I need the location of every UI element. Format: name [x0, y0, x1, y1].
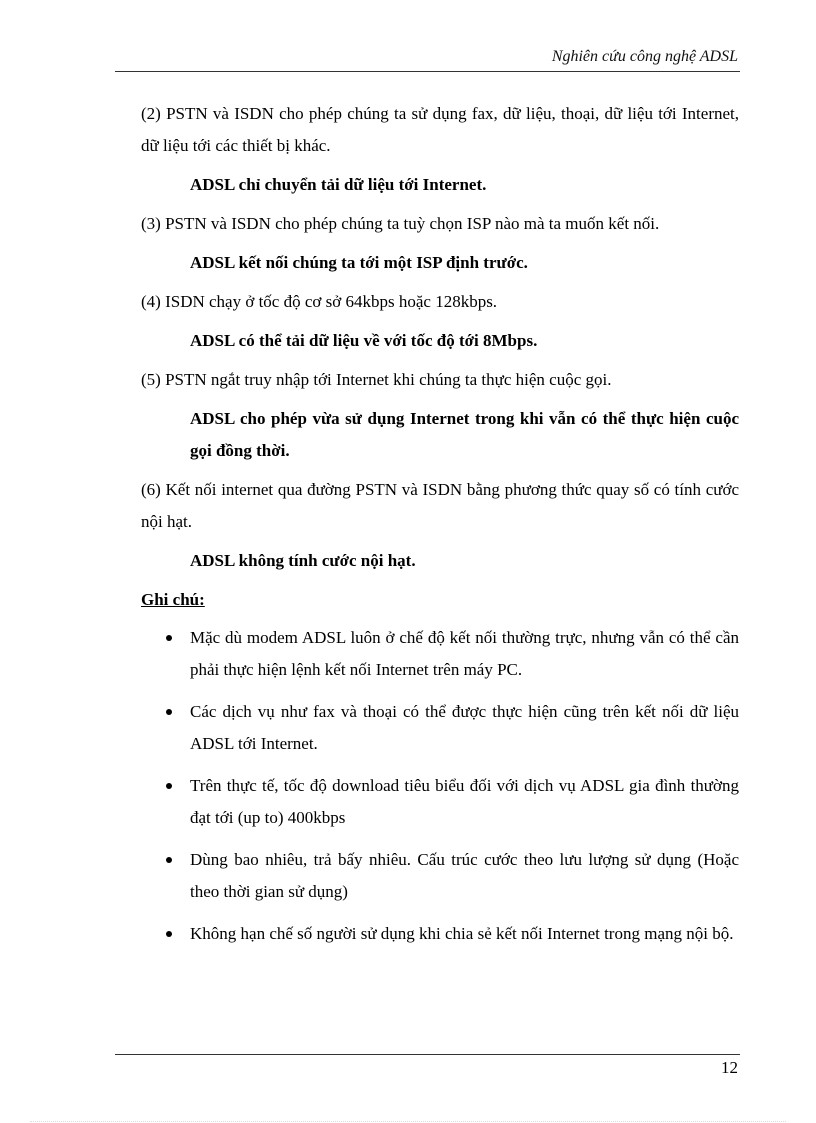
comparison-item-5: (5) PSTN ngắt truy nhập tới Internet khi chúng ta thực hiện cuộc gọi.	[141, 370, 612, 389]
page-edge-divider	[30, 1121, 786, 1122]
notes-list	[141, 622, 739, 950]
adsl-statement-6: ADSL không tính cước nội hạt.	[190, 551, 416, 570]
page-number: 12	[721, 1058, 738, 1077]
comparison-item-4: (4) ISDN chạy ở tốc độ cơ sở 64kbps hoặc 128kbps.	[141, 292, 498, 311]
page-body	[141, 98, 739, 960]
note-text: Các dịch vụ như fax và thoại có thể được thực hiện cũng trên kết nối dữ liệu ADSL tới Internet.	[190, 702, 739, 753]
comparison-item-2: (2) PSTN và ISDN cho phép chúng ta sử dụng fax, dữ liệu, thoại, dữ liệu tới Internet, dữ liệu tới các thiết bị khác.	[141, 104, 739, 155]
adsl-statement-5: ADSL cho phép vừa sử dụng Internet trong khi vẫn có thể thực hiện cuộc gọi đồng thời.	[190, 409, 739, 460]
note-text: Mặc dù modem ADSL luôn ở chế độ kết nối thường trực, nhưng vẫn có thể cần phải thực hiện lệnh kết nối Internet trên máy PC.	[190, 628, 739, 679]
note-text: Không hạn chế số người sử dụng khi chia sẻ kết nối Internet trong mạng nội bộ.	[190, 924, 734, 943]
adsl-statement-4: ADSL có thể tải dữ liệu về với tốc độ tới 8Mbps.	[190, 331, 538, 350]
note-text: Trên thực tế, tốc độ download tiêu biểu đối với dịch vụ ADSL gia đình thường đạt tới (up to) 400kbps	[190, 776, 739, 827]
note-item	[141, 770, 739, 834]
bullet-icon	[166, 931, 172, 937]
bullet-icon	[166, 783, 172, 789]
bullet-icon	[166, 635, 172, 641]
bullet-icon	[166, 857, 172, 863]
bullet-icon	[166, 709, 172, 715]
running-header-title: Nghiên cứu công nghệ ADSL	[551, 48, 738, 65]
note-item	[141, 918, 739, 950]
note-item	[141, 696, 739, 760]
adsl-statement-3: ADSL kết nối chúng ta tới một ISP định trước.	[190, 253, 528, 272]
note-item	[141, 844, 739, 908]
adsl-statement-2: ADSL chỉ chuyển tải dữ liệu tới Internet.	[190, 175, 487, 194]
note-text: Dùng bao nhiêu, trả bấy nhiêu. Cấu trúc cước theo lưu lượng sử dụng (Hoặc theo thời gian sử dụng)	[190, 850, 739, 901]
footer-rule	[115, 1054, 740, 1055]
note-item	[141, 622, 739, 686]
comparison-item-6: (6) Kết nối internet qua đường PSTN và ISDN bằng phương thức quay số có tính cước nội hạt.	[141, 480, 739, 531]
notes-heading: Ghi chú:	[141, 590, 205, 609]
comparison-item-3: (3) PSTN và ISDN cho phép chúng ta tuỳ chọn ISP nào mà ta muốn kết nối.	[141, 214, 660, 233]
header-rule	[115, 71, 740, 72]
